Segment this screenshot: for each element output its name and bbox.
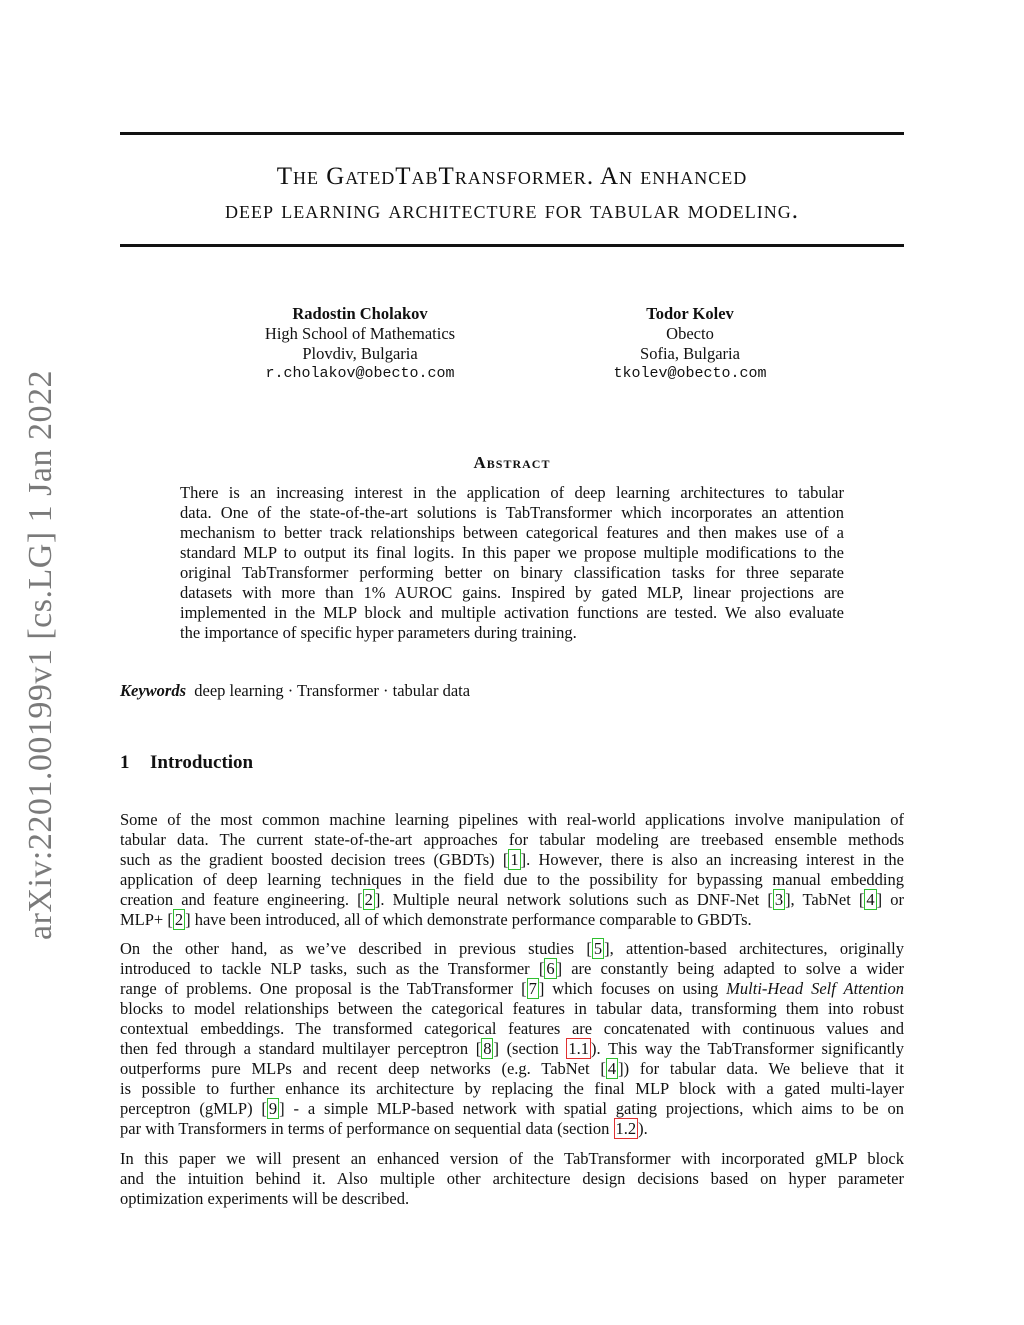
author-name: Radostin Cholakov xyxy=(292,304,428,323)
abstract-body xyxy=(180,483,844,643)
para-line: Some of the most common machine learning pipelines with real-world applications involve manipulation of xyxy=(120,810,904,829)
keywords-label: Keywords xyxy=(120,681,186,700)
para-line: perceptron (gMLP) [ 9 ] - a simple MLP-based network with spatial gating projections, which aims to be on xyxy=(120,1099,904,1118)
para-line: is possible to further enhance its architecture by replacing the final MLP block with a gated multi-layer xyxy=(120,1079,904,1098)
author-location: Plovdiv, Bulgaria xyxy=(302,344,418,363)
citation-link[interactable]: 3 xyxy=(774,890,784,909)
abstract-line: mechanism to better track relationships between categorical features and then makes use of a xyxy=(180,523,844,542)
citation-link[interactable]: 2 xyxy=(364,890,373,909)
abstract-line: data. One of the state-of-the-art solutions is TabTransformer which incorporates an attention xyxy=(180,503,844,522)
para-line: contextual embeddings. The transformed categorical features are concatenated with continuous values and xyxy=(120,1019,904,1038)
author-affiliation: Obecto xyxy=(666,324,714,343)
para-line: and the intuition behind it. Also multiple other architecture design decisions based on hyper parameter xyxy=(120,1169,904,1188)
para-line: On the other hand, as we’ve described in previous studies [ 5 ], attention-based architectures, originally xyxy=(120,939,904,958)
section-title: Introduction xyxy=(150,752,254,773)
paragraph-3 xyxy=(120,1149,904,1209)
abstract-line: standard MLP to output its final logits. In this paper we propose multiple modifications to the xyxy=(180,543,844,562)
paragraph-1 xyxy=(120,810,904,930)
title-line-1: The GatedTabTransformer. An enhanced xyxy=(276,163,748,190)
author-affiliation: High School of Mathematics xyxy=(264,324,456,343)
author-name: Todor Kolev xyxy=(646,304,734,323)
abstract-line: There is an increasing interest in the application of deep learning architectures to tabular xyxy=(180,483,844,502)
para-line: tabular data. The current state-of-the-art approaches for tabular modeling are treebased ensemble methods xyxy=(120,830,904,849)
citation-link[interactable]: 5 xyxy=(593,939,603,958)
para-line: MLP+ [ 2 ] have been introduced, all of which demonstrate performance comparable to GBDTs. xyxy=(120,910,752,929)
citation-link[interactable]: 2 xyxy=(174,910,184,929)
citation-link[interactable]: 8 xyxy=(483,1039,492,1058)
author-email[interactable]: tkolev@obecto.com xyxy=(613,365,767,382)
paper-title xyxy=(120,160,904,228)
para-line: such as the gradient boosted decision trees (GBDTs) [ 1 ]. However, there is also an increasing interest in the xyxy=(120,850,904,869)
author-block-1 xyxy=(200,304,520,384)
para-line: then fed through a standard multilayer perceptron [ 8 ] (section 1.1 ). This way the TabTransformer significantly xyxy=(120,1039,904,1058)
para-line: creation and feature engineering. [ 2 ]. Multiple neural network solutions such as DNF-Net [ 3 ], TabNet [ 4 ] or xyxy=(120,890,904,909)
title-line-2: deep learning architecture for tabular modeling. xyxy=(224,197,800,224)
citation-link[interactable]: 7 xyxy=(528,979,537,998)
abstract-heading: Abstract xyxy=(473,453,551,472)
title-bottom-rule xyxy=(120,244,904,247)
abstract-line: datasets with more than 1% AUROC gains. Inspired by gated MLP, linear projections are xyxy=(180,583,844,602)
para-line: In this paper we will present an enhanced version of the TabTransformer with incorporated gMLP block xyxy=(120,1149,904,1168)
section-ref-link[interactable]: 1.2 xyxy=(615,1119,637,1138)
keywords xyxy=(120,681,470,701)
citation-link[interactable]: 6 xyxy=(546,959,555,978)
author-block-2 xyxy=(530,304,850,384)
section-heading xyxy=(120,752,253,774)
para-line: par with Transformers in terms of performance on sequential data (section 1.2 ). xyxy=(120,1119,648,1138)
abstract-line: original TabTransformer performing better on binary classification tasks for three separate xyxy=(180,563,844,582)
abstract-line: the importance of specific hyper parameters during training. xyxy=(180,623,577,642)
para-line: optimization experiments will be described. xyxy=(120,1189,410,1208)
para-line: application of deep learning techniques in the field due to the possibility for bypassing manual embedding xyxy=(120,870,904,889)
paragraph-2 xyxy=(120,939,904,1139)
title-top-rule xyxy=(120,132,904,135)
citation-link[interactable]: 1 xyxy=(510,850,519,869)
author-location: Sofia, Bulgaria xyxy=(640,344,740,363)
para-line: outperforms pure MLPs and recent deep networks (e.g. TabNet [ 4 ]) for tabular data. We believe that it xyxy=(120,1059,904,1078)
arxiv-sidebar-stamp: arXiv:2201.00199v1 [cs.LG] 1 Jan 2022 xyxy=(22,370,59,940)
section-number: 1 xyxy=(120,752,130,773)
section-ref-link[interactable]: 1.1 xyxy=(568,1039,590,1058)
keywords-text: deep learning · Transformer · tabular data xyxy=(194,681,471,700)
author-email[interactable]: r.cholakov@obecto.com xyxy=(265,365,455,382)
para-line: introduced to tackle NLP tasks, such as the Transformer [ 6 ] are constantly being adapted to solve a wider xyxy=(120,959,904,978)
citation-link[interactable]: 9 xyxy=(268,1099,278,1118)
abstract-line: implemented in the MLP block and multiple activation functions are tested. We also evaluate xyxy=(180,603,844,622)
citation-link[interactable]: 4 xyxy=(866,890,875,909)
para-line: range of problems. One proposal is the TabTransformer [ 7 ] which focuses on using Multi-Head Self Attention xyxy=(120,979,904,998)
para-line: blocks to model relationships between the categorical features in tabular data, transforming them into robust xyxy=(120,999,904,1018)
citation-link[interactable]: 4 xyxy=(607,1059,617,1078)
